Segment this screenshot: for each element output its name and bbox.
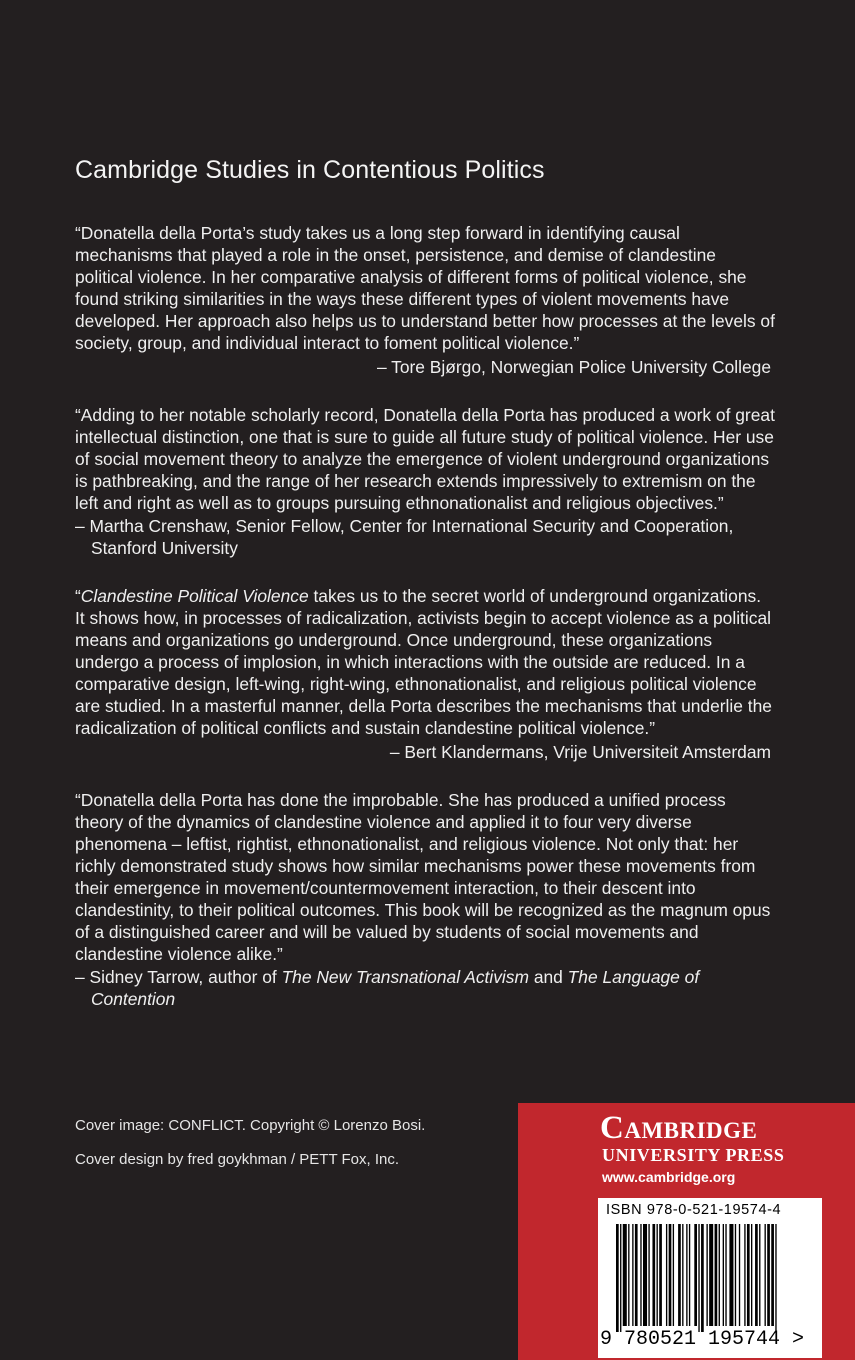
attribution-author: – Sidney Tarrow, author of [75,967,282,987]
barcode-digits: 9 780521 195744 > [600,1328,805,1351]
isbn-label: ISBN 978-0-521-19574-4 [606,1202,782,1218]
endorsements [75,222,775,1036]
attribution-and: and [528,967,568,987]
barcode-box [598,1198,822,1358]
attribution-book-2: The Language of Contention [91,967,700,1009]
publisher-logo-name: Cambridge [600,1110,758,1146]
publisher-press: UNIVERSITY PRESS [602,1145,785,1165]
quote-attribution [75,966,775,1010]
series-title: Cambridge Studies in Contentious Politics [75,156,545,184]
endorsement-1 [75,222,775,378]
quote-text: “Donatella della Porta has done the improbable. She has produced a unified process theory of the dynamics of clandestine violence and applied it to four very diverse phenomena – leftist, rightist, ethnonationalist, and religious violence. Not only that: her richly demonstrated study shows how similar mechanisms power these movements from their emergence in movement/countermovement interaction, to their descent into clandestinity, to their political outcomes. This book will be recognized as the magnum opus of a distinguished career and will be valued by students of social movements and clandestine violence alike.” [75,790,771,964]
quote-text: “Donatella della Porta’s study takes us a long step forward in identifying causal mechanisms that played a role in the onset, persistence, and demise of clandestine political violence. In her comparative analysis of different forms of political violence, she found striking similarities in the ways these different types of violent movements have developed. Her approach also helps us to understand better how processes at the levels of society, group, and individual interact to foment political violence.” [75,223,775,353]
book-title: Clandestine Political Violence [80,586,309,606]
quote-attribution: – Martha Crenshaw, Senior Fellow, Center for International Security and Cooperation, Stanford University [75,516,734,558]
quote-attribution: – Bert Klandermans, Vrije Universiteit Amsterdam [389,742,771,762]
endorsement-3 [75,585,775,763]
attribution-book-1: The New Transnational Activism [281,967,529,987]
publisher-url: www.cambridge.org [602,1169,736,1185]
open-quote: “ [75,586,81,606]
cover-image-credit: Cover image: CONFLICT. Copyright © Lorenzo Bosi. [75,1117,426,1134]
cover-credits [75,1117,425,1185]
quote-body: takes us to the secret world of underground organizations. It shows how, in processes of radicalization, activists begin to accept violence as a political means and organizations go underground. Once underground, these organizations undergo a process of implosion, in which interactions with the outside are reduced. In a comparative design, left-wing, right-wing, ethnonationalist, and religious political violence are studied. In a masterful manner, della Porta describes the mechanisms that underlie the radicalization of political conflicts and sustain clandestine political violence.” [75,586,772,738]
cover-design-credit: Cover design by fred goykhman / PETT Fox, Inc. [75,1151,400,1168]
endorsement-2 [75,404,775,559]
endorsement-4 [75,789,775,1010]
quote-attribution: – Tore Bjørgo, Norwegian Police University College [376,357,771,377]
publisher-panel [518,1103,855,1360]
quote-text: “Adding to her notable scholarly record, Donatella della Porta has produced a work of great intellectual distinction, one that is sure to guide all future study of political violence. Her use of social movement theory to analyze the emergence of violent underground organizations is pathbreaking, and the range of her research extends impressively to extremism on the left and right as well as to groups pursuing ethnonationalist and religious objectives.” [75,405,775,513]
quote-text [75,585,775,739]
